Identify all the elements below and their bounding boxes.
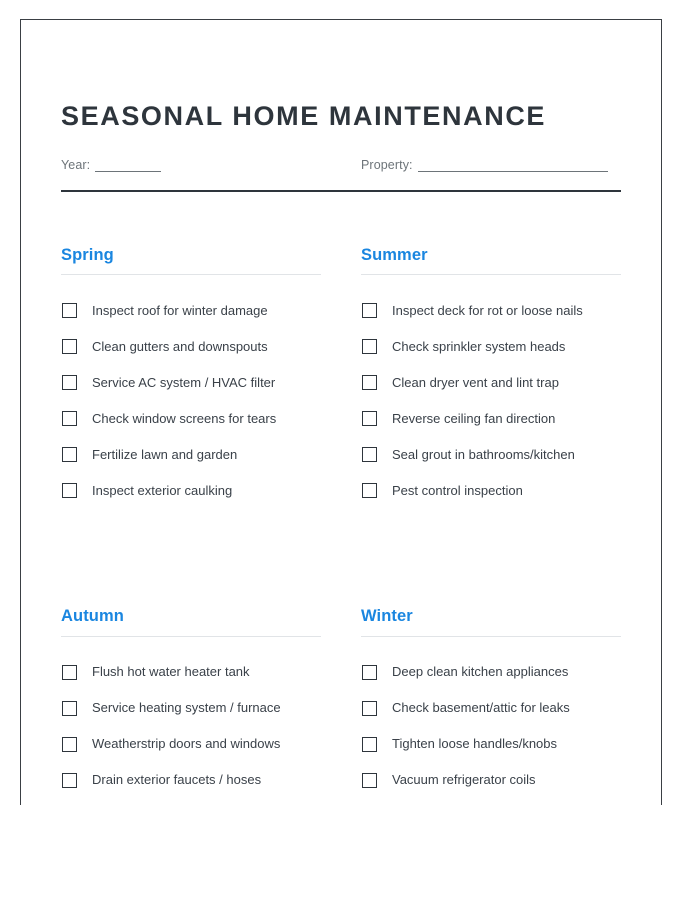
checklist-item-label: Flush hot water heater tank — [92, 664, 250, 680]
document-page — [20, 19, 662, 805]
season-title-winter: Winter — [361, 607, 413, 626]
checklist-item[interactable] — [61, 328, 321, 364]
checklist-item[interactable] — [61, 690, 321, 726]
checklist-item[interactable] — [61, 400, 321, 436]
checklist-item-label: Inspect roof for winter damage — [92, 302, 268, 318]
checklist-item[interactable] — [361, 690, 621, 726]
checklist-item-label: Service heating system / furnace — [92, 700, 281, 716]
checkbox-icon[interactable] — [362, 339, 377, 354]
checklist-item[interactable] — [61, 654, 321, 690]
checklist-item-label: Clean gutters and downspouts — [92, 338, 268, 354]
checklist-item-label: Check window screens for tears — [92, 410, 277, 426]
checklist-item-label: Deep clean kitchen appliances — [392, 664, 569, 680]
checkbox-icon[interactable] — [362, 483, 377, 498]
document-meta-row — [21, 132, 661, 172]
checkbox-icon[interactable] — [62, 483, 77, 498]
checklist-item-label: Pest control inspection — [392, 482, 523, 498]
checkbox-icon[interactable] — [62, 339, 77, 354]
checkbox-icon[interactable] — [62, 411, 77, 426]
checklist-item-label: Weatherstrip doors and windows — [92, 736, 281, 752]
checkbox-icon[interactable] — [362, 773, 377, 788]
checklist-item[interactable] — [361, 328, 621, 364]
property-input-blank[interactable] — [418, 160, 608, 172]
checklist-item[interactable] — [361, 400, 621, 436]
property-label: Property: — [361, 157, 413, 172]
checklist-item[interactable] — [361, 292, 621, 328]
seasons-grid — [21, 246, 661, 799]
page-title: SEASONAL HOME MAINTENANCE — [61, 101, 547, 131]
checklist-item[interactable] — [361, 762, 621, 798]
checkbox-icon[interactable] — [62, 665, 77, 680]
checklist-item-label: Drain exterior faucets / hoses — [92, 772, 262, 788]
checkbox-icon[interactable] — [62, 701, 77, 716]
document-content — [21, 20, 661, 798]
checkbox-icon[interactable] — [362, 447, 377, 462]
checklist-summer — [361, 275, 621, 508]
checkbox-icon[interactable] — [362, 375, 377, 390]
checklist-item[interactable] — [361, 436, 621, 472]
checklist-spring — [61, 275, 321, 508]
checkbox-icon[interactable] — [62, 303, 77, 318]
checklist-item-label: Tighten loose handles/knobs — [392, 736, 558, 752]
checkbox-icon[interactable] — [362, 701, 377, 716]
checklist-item-label: Inspect exterior caulking — [92, 482, 233, 498]
checklist-item[interactable] — [61, 292, 321, 328]
year-input-blank[interactable] — [95, 160, 161, 172]
checkbox-icon[interactable] — [62, 375, 77, 390]
checklist-item-label: Seal grout in bathrooms/kitchen — [392, 446, 575, 462]
checklist-item[interactable] — [61, 436, 321, 472]
season-block-summer — [361, 246, 621, 509]
checklist-item[interactable] — [61, 364, 321, 400]
checkbox-icon[interactable] — [62, 447, 77, 462]
checklist-item-label: Inspect deck for rot or loose nails — [392, 302, 583, 318]
checklist-item[interactable] — [361, 364, 621, 400]
property-field[interactable] — [361, 158, 608, 172]
year-label: Year: — [61, 157, 91, 172]
season-block-winter — [361, 607, 621, 798]
season-block-spring — [61, 246, 321, 509]
checklist-item-label: Clean dryer vent and lint trap — [392, 374, 559, 390]
checklist-item[interactable] — [61, 726, 321, 762]
checklist-item-label: Service AC system / HVAC filter — [92, 374, 276, 390]
season-block-autumn — [61, 607, 321, 798]
checkbox-icon[interactable] — [62, 773, 77, 788]
checklist-item-label: Check sprinkler system heads — [392, 338, 566, 354]
checklist-autumn — [61, 637, 321, 798]
header-divider — [61, 190, 621, 192]
year-field[interactable] — [61, 158, 361, 172]
season-title-summer: Summer — [361, 245, 428, 264]
checkbox-icon[interactable] — [362, 411, 377, 426]
checklist-item[interactable] — [61, 762, 321, 798]
checklist-item[interactable] — [361, 472, 621, 508]
checklist-item[interactable] — [61, 472, 321, 508]
checklist-item-label: Check basement/attic for leaks — [392, 700, 570, 716]
checklist-item-label: Fertilize lawn and garden — [92, 446, 238, 462]
checkbox-icon[interactable] — [362, 665, 377, 680]
checklist-item[interactable] — [361, 654, 621, 690]
season-title-spring: Spring — [61, 245, 114, 264]
checklist-winter — [361, 637, 621, 798]
checklist-item[interactable] — [361, 726, 621, 762]
checklist-item-label: Vacuum refrigerator coils — [392, 772, 536, 788]
season-title-autumn: Autumn — [61, 607, 124, 626]
checklist-item-label: Reverse ceiling fan direction — [392, 410, 556, 426]
checkbox-icon[interactable] — [362, 303, 377, 318]
checkbox-icon[interactable] — [362, 737, 377, 752]
checkbox-icon[interactable] — [62, 737, 77, 752]
